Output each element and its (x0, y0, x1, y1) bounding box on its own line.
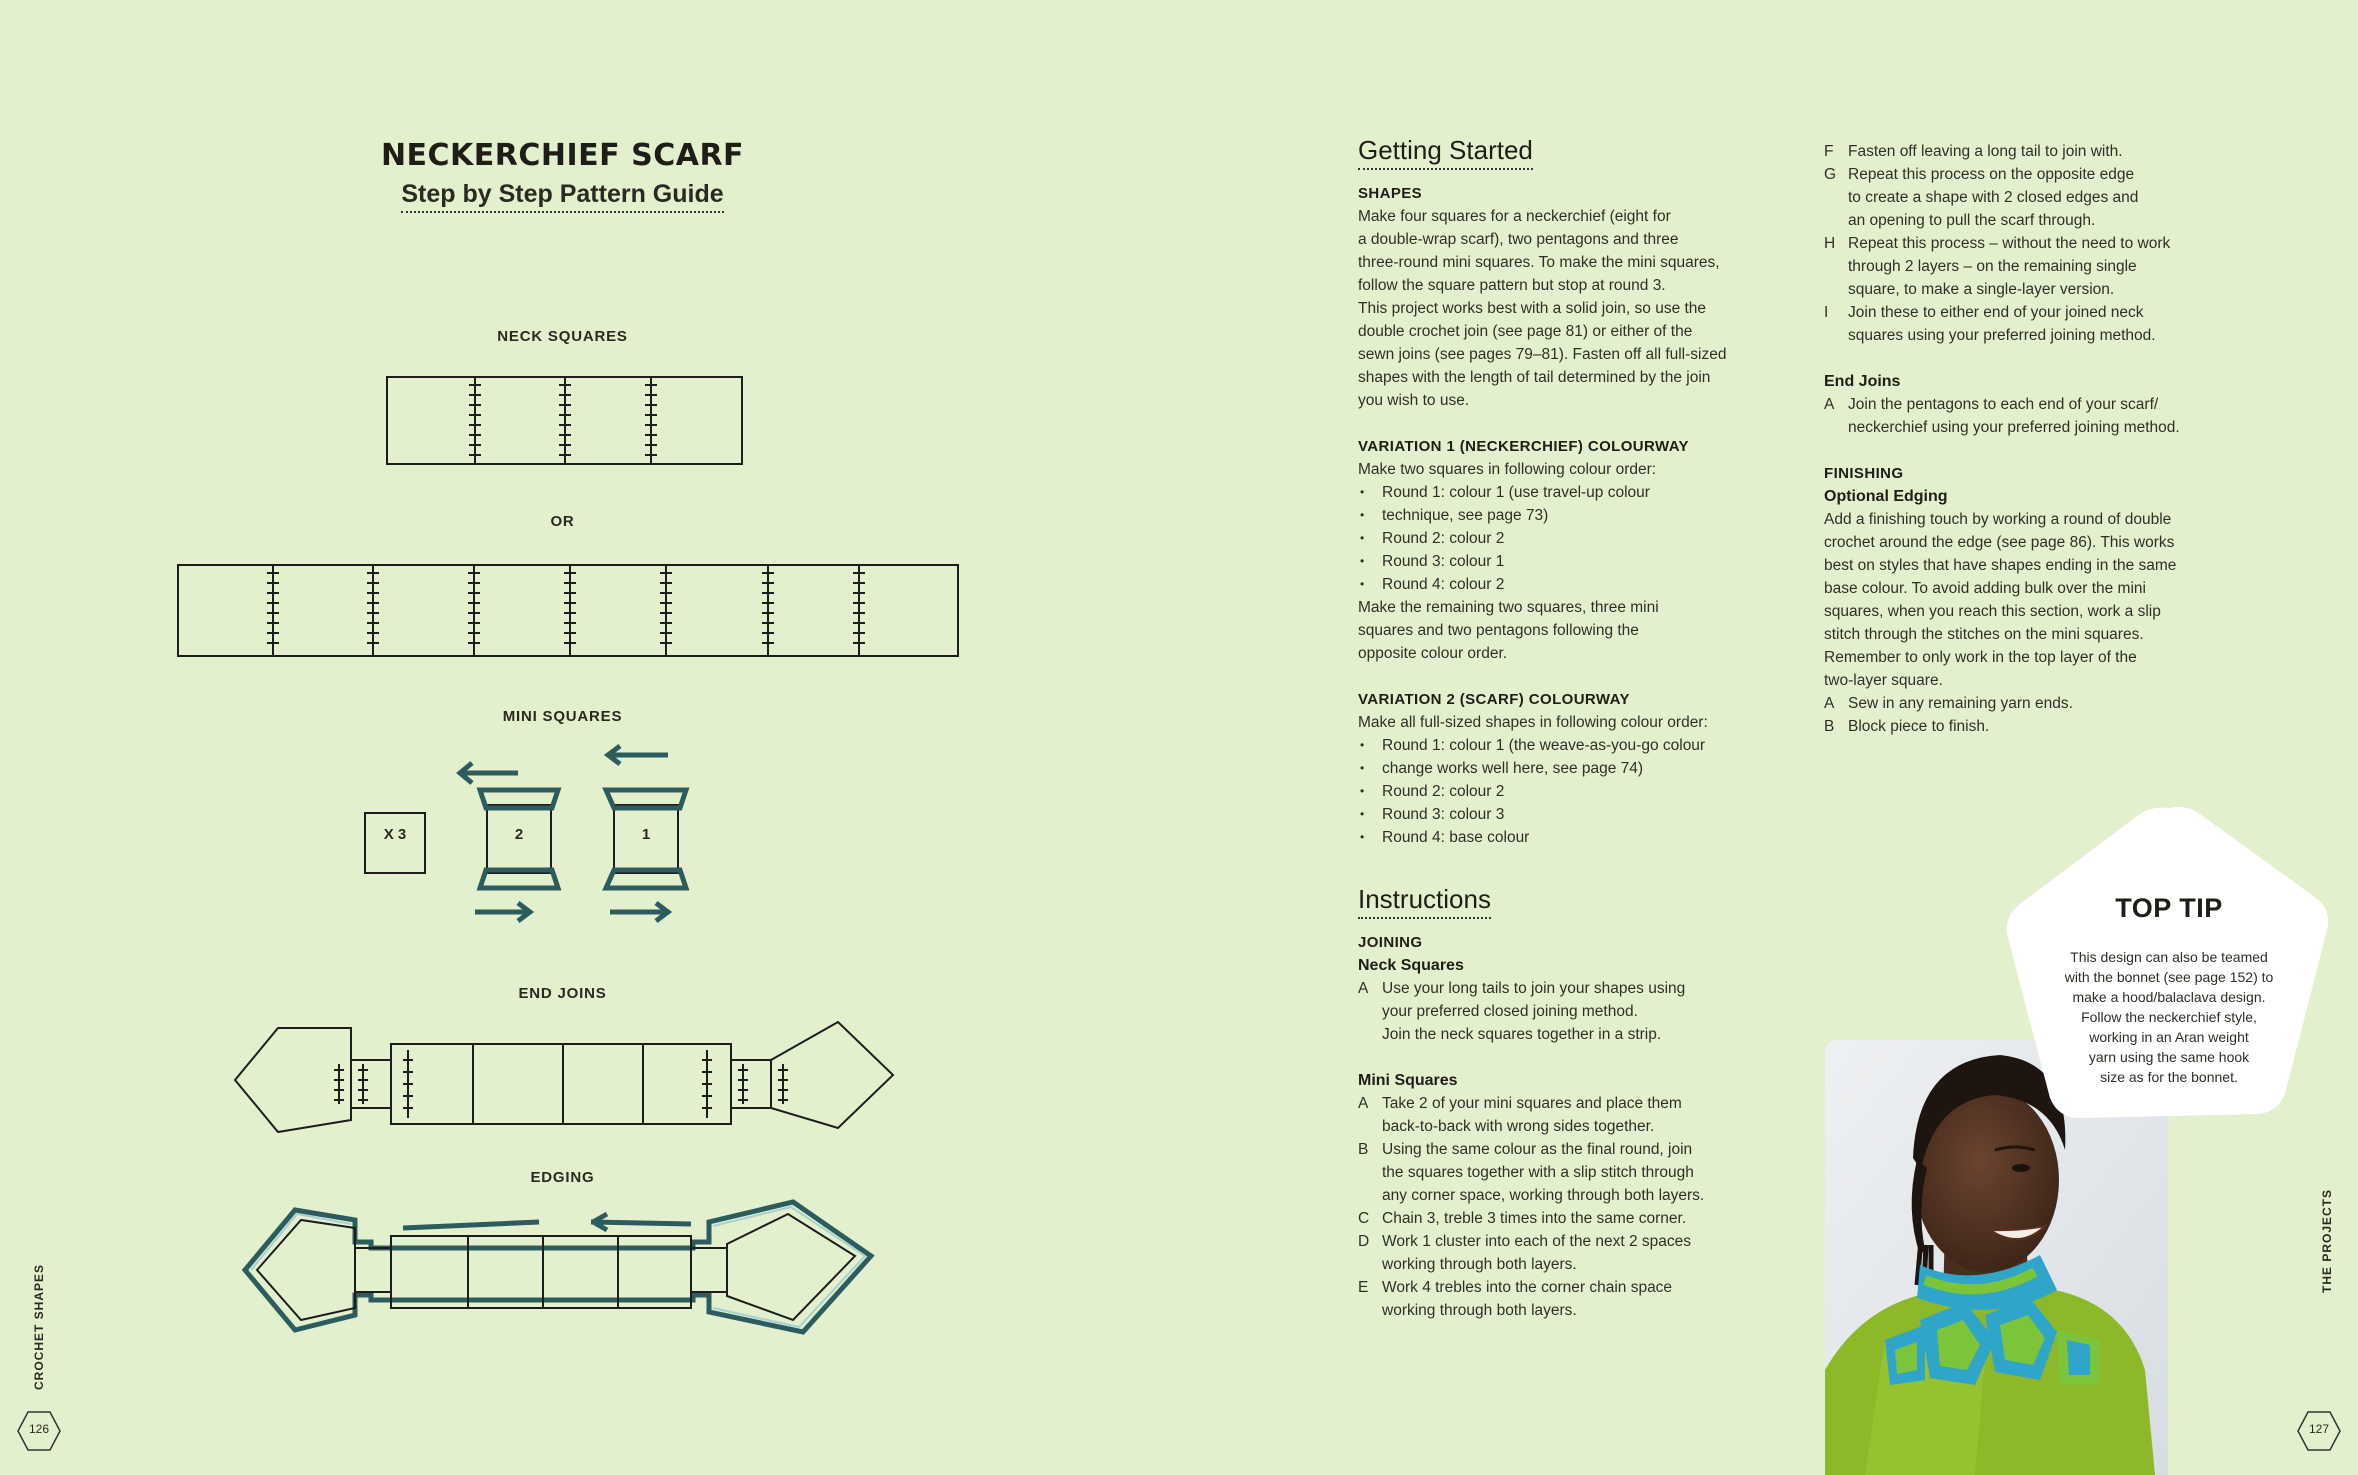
section-tab-right: THE PROJECTS (2320, 1188, 2334, 1293)
list-item: back-to-back with wrong sides together. (1382, 1118, 1655, 1135)
variation1-intro: Make two squares in following colour order: (1358, 461, 1657, 478)
finishing-line: stitch through the stitches on the mini squares. (1824, 626, 2144, 643)
shapes-line: you wish to use. (1358, 392, 1470, 409)
list-item: I Join these to either end of your joined neck (1824, 304, 2144, 321)
top-tip-text: This design can also be teamed with the bonnet (see page 152) to make a hood/balaclava design. Follow the neckerchief style, working in an Aran weight yarn using the same hook size as for the bonnet. (2064, 949, 2274, 1085)
list-item: A Take 2 of your mini squares and place them (1358, 1095, 1682, 1112)
list-item: A Join the pentagons to each end of your scarf/ (1824, 396, 2159, 413)
list-item: B Using the same colour as the final round, join (1358, 1141, 1693, 1158)
list-item: neckerchief using your preferred joining method. (1848, 419, 2180, 436)
instructions-heading: Instructions (1358, 884, 1491, 919)
variation1-outro: opposite colour order. (1358, 645, 1508, 662)
shapes-line: Make four squares for a neckerchief (eight for (1358, 208, 1671, 225)
mini-squares-steps (1358, 1092, 1778, 1322)
top-tip-title: TOP TIP (2115, 893, 2223, 923)
edging-diagram (243, 1200, 883, 1340)
end-joins-heading: End Joins (1824, 373, 1901, 390)
optional-edging-heading: Optional Edging (1824, 488, 1948, 505)
shapes-heading: SHAPES (1358, 185, 1423, 202)
list-item: squares using your preferred joining method. (1848, 327, 2156, 344)
list-item: C Chain 3, treble 3 times into the same corner. (1358, 1210, 1687, 1227)
list-item: • change works well here, see page 74) (1358, 757, 1778, 780)
neck-squares-steps (1358, 977, 1778, 1046)
joining-heading: JOINING (1358, 934, 1423, 951)
double-wrap-scarf-diagram (176, 563, 961, 658)
continued-steps (1824, 140, 2244, 347)
mini-square-2-label: 2 (514, 826, 524, 843)
list-item: working through both layers. (1382, 1302, 1577, 1319)
page-subtitle: Step by Step Pattern Guide (250, 180, 875, 209)
variation1-list (1358, 481, 1778, 596)
shapes-line: follow the square pattern but stop at round 3. (1358, 277, 1666, 294)
list-item: F Fasten off leaving a long tail to join with. (1824, 143, 2123, 160)
list-item: • Round 3: colour 3 (1358, 803, 1778, 826)
shapes-line: This project works best with a solid join, so use the (1358, 300, 1707, 317)
finishing-heading: FINISHING (1824, 465, 1904, 482)
list-item: G Repeat this process on the opposite edge (1824, 166, 2135, 183)
list-item: D Work 1 cluster into each of the next 2 spaces (1358, 1233, 1692, 1250)
finishing-line: best on styles that have shapes ending in the same (1824, 557, 2177, 574)
mini-squares-label: MINI SQUARES (502, 708, 623, 725)
list-item: • technique, see page 73) (1358, 504, 1778, 527)
list-item: • Round 1: colour 1 (the weave-as-you-go colour (1358, 734, 1778, 757)
list-item: working through both layers. (1382, 1256, 1577, 1273)
list-item: • Round 2: colour 2 (1358, 780, 1778, 803)
shapes-line: sewn joins (see pages 79–81). Fasten off all full-sized (1358, 346, 1727, 363)
finishing-steps (1824, 692, 2244, 738)
finishing-line: squares, when you reach this section, work a slip (1824, 603, 2161, 620)
variation1-outro: Make the remaining two squares, three mini (1358, 599, 1659, 616)
list-item: • Round 4: base colour (1358, 826, 1778, 849)
finishing-line: base colour. To avoid adding bulk over the mini (1824, 580, 2146, 597)
mini-square-1-label: 1 (641, 826, 651, 843)
shapes-line: shapes with the length of tail determined by the join (1358, 369, 1711, 386)
section-tab-left: CROCHET SHAPES (32, 1263, 46, 1390)
neck-squares-heading: Neck Squares (1358, 957, 1464, 974)
shapes-line: three-round mini squares. To make the mini squares, (1358, 254, 1720, 271)
edging-label: EDGING (530, 1169, 595, 1186)
column-getting-started (1358, 135, 1778, 1322)
list-item: to create a shape with 2 closed edges and (1848, 189, 2139, 206)
getting-started-heading: Getting Started (1358, 135, 1533, 170)
variation2-list (1358, 734, 1778, 849)
neck-squares-diagram (385, 375, 745, 467)
list-item: square, to make a single-layer version. (1848, 281, 2115, 298)
mini-squares-heading: Mini Squares (1358, 1072, 1458, 1089)
page-title: NECKERCHIEF SCARF (380, 138, 745, 173)
list-item: Join the neck squares together in a strip. (1382, 1026, 1662, 1043)
list-item: • Round 2: colour 2 (1358, 527, 1778, 550)
variation1-outro: squares and two pentagons following the (1358, 622, 1639, 639)
list-item: your preferred closed joining method. (1382, 1003, 1638, 1020)
variation1-heading: VARIATION 1 (NECKERCHIEF) COLOURWAY (1358, 438, 1689, 455)
page-number-right: 127 (2308, 1422, 2330, 1436)
finishing-line: Remember to only work in the top layer of the (1824, 649, 2137, 666)
list-item: • Round 4: colour 2 (1358, 573, 1778, 596)
neck-squares-label: NECK SQUARES (497, 328, 628, 345)
list-item: through 2 layers – on the remaining single (1848, 258, 2137, 275)
mini-x3-label: X 3 (383, 826, 407, 843)
list-item: the squares together with a slip stitch through (1382, 1164, 1694, 1181)
list-item: A Use your long tails to join your shapes using (1358, 980, 1686, 997)
finishing-line: Add a finishing touch by working a round of double (1824, 511, 2172, 528)
variation2-heading: VARIATION 2 (SCARF) COLOURWAY (1358, 691, 1630, 708)
page-number-left: 126 (28, 1422, 50, 1436)
shapes-line: a double-wrap scarf), two pentagons and three (1358, 231, 1679, 248)
end-joins-label: END JOINS (518, 985, 607, 1002)
column-continued (1824, 140, 2244, 738)
list-item: E Work 4 trebles into the corner chain space (1358, 1279, 1673, 1296)
end-joins-diagram (233, 1020, 895, 1135)
shapes-line: double crochet join (see page 81) or either of the (1358, 323, 1693, 340)
list-item: A Sew in any remaining yarn ends. (1824, 695, 2073, 712)
finishing-line: crochet around the edge (see page 86). This works (1824, 534, 2175, 551)
list-item: H Repeat this process – without the need to work (1824, 235, 2171, 252)
finishing-line: two-layer square. (1824, 672, 1943, 689)
or-label: OR (550, 513, 575, 530)
list-item: any corner space, working through both layers. (1382, 1187, 1705, 1204)
list-item: • Round 1: colour 1 (use travel-up colour (1358, 481, 1778, 504)
list-item: B Block piece to finish. (1824, 718, 1990, 735)
end-joins-steps (1824, 393, 2244, 439)
list-item: an opening to pull the scarf through. (1848, 212, 2096, 229)
list-item: • Round 3: colour 1 (1358, 550, 1778, 573)
variation2-intro: Make all full-sized shapes in following colour order: (1358, 714, 1708, 731)
